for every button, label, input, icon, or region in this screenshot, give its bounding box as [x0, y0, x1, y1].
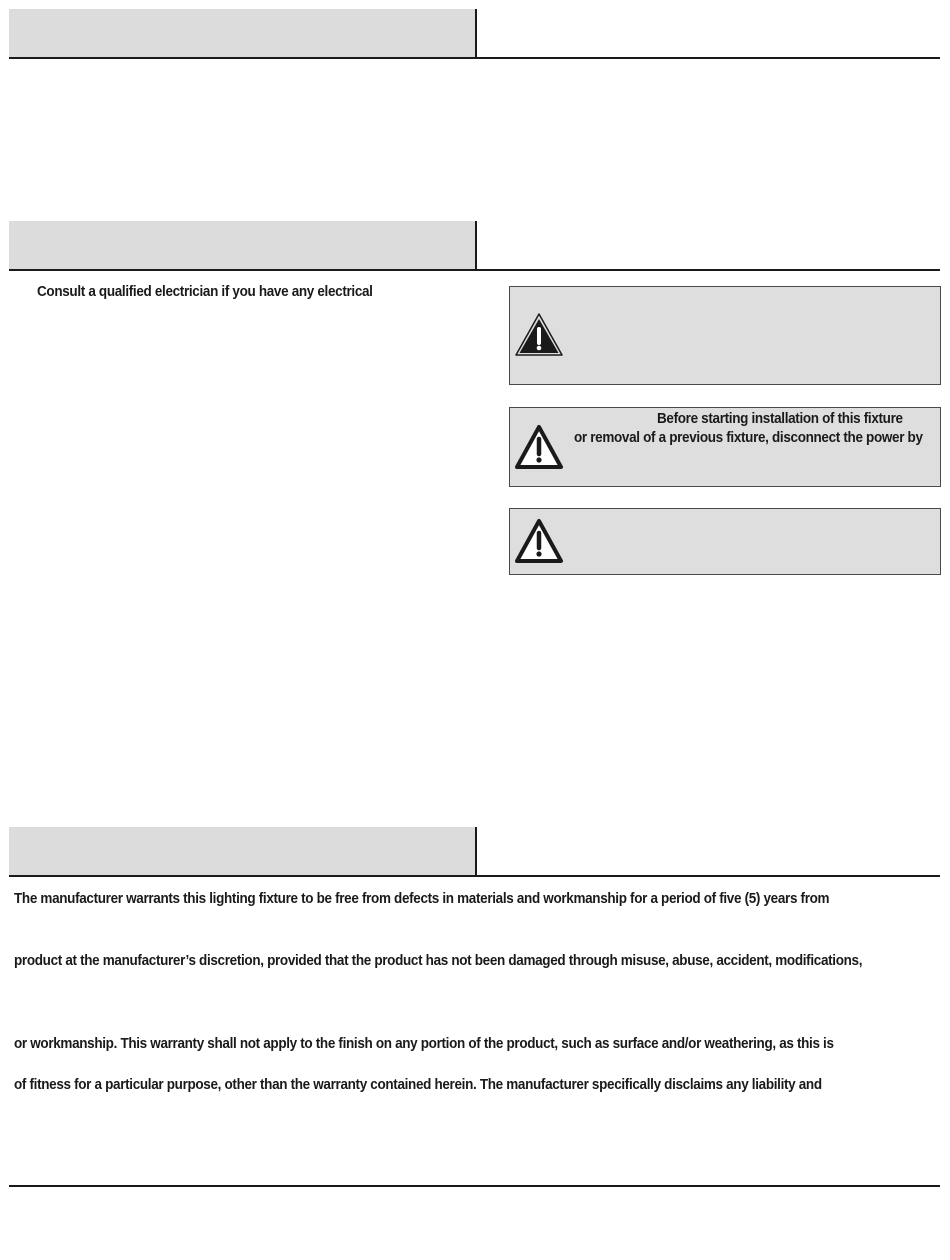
warranty-line-3: or workmanship. This warranty shall not apply to the finish on any portion of the product, such as surface and/or weathering, as this is: [14, 1036, 834, 1052]
warning-icon-cell: [510, 408, 566, 486]
warning-box-3: [509, 508, 941, 575]
warranty-line-2: product at the manufacturer’s discretion, provided that the product has not been damaged through misuse, abuse, accident, modifications,: [14, 953, 863, 969]
warning-icon-cell: [510, 509, 566, 574]
safety-consult-text: Consult a qualified electrician if you have any electrical: [37, 284, 373, 300]
warning-2-line-1: Before starting installation of this fixture: [657, 411, 903, 427]
section-rule-1: [9, 57, 940, 59]
warning-icon-cell: [510, 287, 566, 384]
section-rule-3: [9, 875, 940, 877]
warranty-line-4: of fitness for a particular purpose, other than the warranty contained herein. The manufacturer specifically disclaims any liability and: [14, 1077, 822, 1093]
warranty-line-1: The manufacturer warrants this lighting fixture to be free from defects in materials and workmanship for a period of five (5) years from: [14, 891, 830, 907]
warning-box-2: [509, 407, 941, 487]
section-header-bar-2: [9, 221, 475, 269]
warning-box-1: [509, 286, 941, 385]
section-header-divider-3: [475, 827, 477, 876]
warning-2-line-2: or removal of a previous fixture, disconnect the power by: [574, 430, 923, 446]
warning-triangle-icon: [514, 312, 564, 358]
section-rule-2: [9, 269, 940, 271]
bottom-rule: [9, 1185, 940, 1187]
section-header-bar-3: [9, 827, 475, 875]
section-header-divider-1: [475, 9, 477, 58]
warning-triangle-icon: [514, 518, 564, 564]
section-header-bar-1: [9, 9, 475, 57]
section-header-divider-2: [475, 221, 477, 270]
warning-triangle-icon: [514, 424, 564, 470]
